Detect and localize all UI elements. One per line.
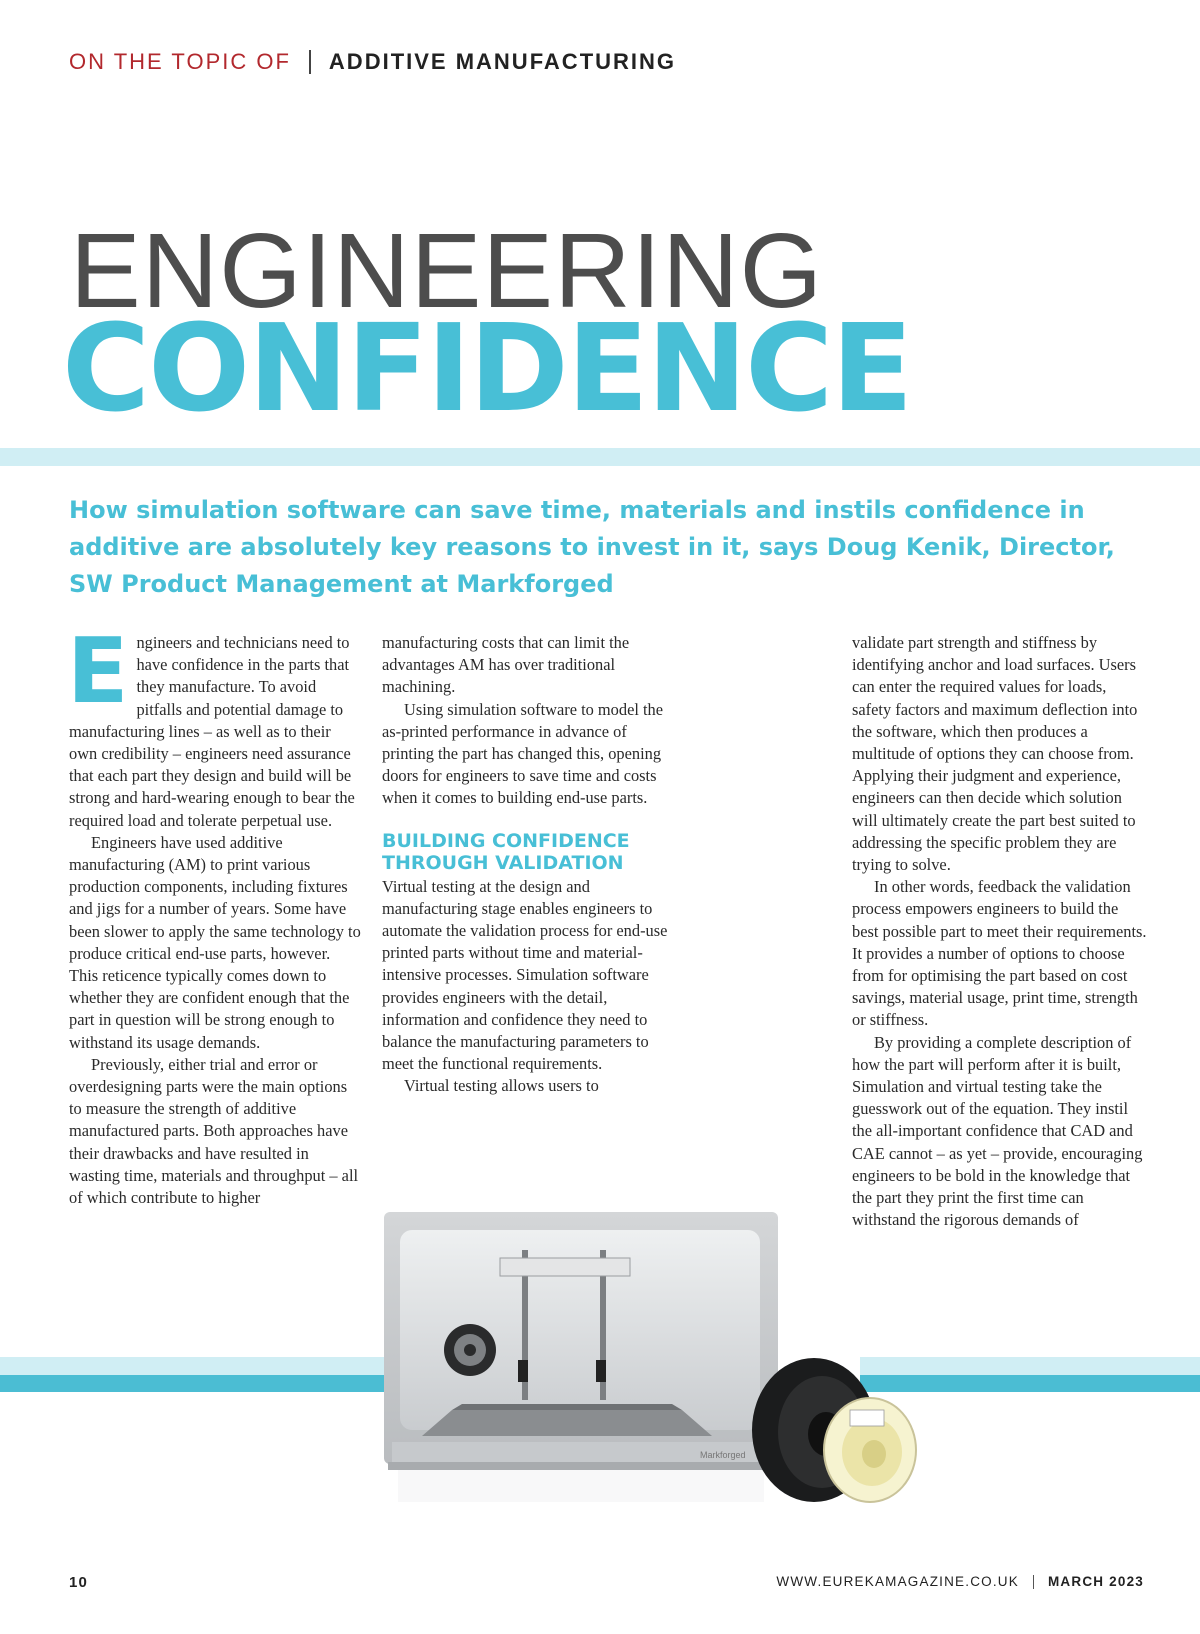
section-header — [69, 49, 676, 75]
paragraph: validate part strength and stiffness by identifying anchor and load surfaces. Users can enter the required values for loads, safety factors and maximum deflection into the software, which then produces a multitude of options they can choose from. Applying their judgment and experience, engineers can then decide which solution will ultimately create the part best suited to addressing the specific problem they are trying to solve. — [852, 633, 1138, 875]
topic-kicker: ON THE TOPIC OF — [69, 49, 291, 74]
standfirst: How simulation software can save time, materials and instils confidence in additive are absolutely key reasons to invest in it, says Doug Kenik, Director, SW Product Management at Markforged — [69, 496, 1115, 598]
printer-photo — [382, 1210, 922, 1510]
decorative-band-top — [0, 448, 1200, 466]
topic-section: ADDITIVE MANUFACTURING — [328, 49, 677, 74]
paragraph: Virtual testing at the design and manufacturing stage enables engineers to automate the validation process for end-use printed parts without time and material-intensive processes. Simulation software provides engineers with the detail, information and confidence they need to balance the manufacturing parameters to meet the functional requirements. — [382, 876, 668, 1074]
build-plate — [422, 1404, 712, 1436]
paragraph: Engineers have used additive manufacturing (AM) to print various production components, including fixtures and jigs for a number of years. Some have been slower to apply the same technology to produce critical end-use parts, however. This reticence typically comes down to whether they are confident enough that the part in question will be strong enough to withstand its usage demands. — [69, 832, 361, 1052]
paragraph: Previously, either trial and error or overdesigning parts were the main options to measure the strength of additive manufactured parts. Both approaches have their drawbacks and have resulted in wasting time, materials and throughput – all of which contribute to higher — [69, 1054, 359, 1208]
subheading: BUILDING CONFIDENCE THROUGH VALIDATION — [382, 829, 630, 874]
paragraph: By providing a complete description of how the part will perform after it is built, Simulation and virtual testing take the guesswork out of the equation. They instil the all-important confidence that CAD and CAE cannot – as yet – provide, encouraging engineers to be bold in the knowledge that the part they print the first time can withstand the rigorous demands of — [852, 1032, 1143, 1230]
paragraph: Virtual testing allows users to — [404, 1076, 599, 1096]
footer-right — [776, 1574, 1144, 1589]
printer-brand-label: Markforged — [700, 1450, 746, 1460]
page-number: 10 — [69, 1574, 89, 1591]
paragraph: ngineers and technicians need to have confidence in the parts that they manufacture. To avoid pitfalls and potential damage to manufacturing lines – as well as to their own credibility – engineers need assurance that each part they design and build will be strong and hard-wearing enough to bear the required load and tolerate perpetual use. — [69, 633, 355, 830]
article-column-2 — [382, 632, 674, 1098]
footer-url: WWW.EUREKAMAGAZINE.CO.UK — [776, 1574, 1019, 1589]
headline-line2: CONFIDENCE — [62, 300, 912, 439]
filament-spool-clear — [824, 1398, 916, 1502]
footer-divider — [1033, 1575, 1034, 1589]
article-column-1 — [67, 619, 361, 1209]
paragraph: In other words, feedback the validation process empowers engineers to build the best possible part to meet their requirements. It provides a number of options to choose from for optimising the part based on cost savings, material usage, print time, strength or stiffness. — [852, 877, 1147, 1030]
header-divider — [309, 50, 311, 74]
article-column-3 — [852, 632, 1147, 1231]
spool-holder — [444, 1324, 496, 1376]
decorative-band-left-dark — [0, 1375, 390, 1392]
headline-line1: ENGINEERING — [70, 212, 824, 330]
paragraph: Using simulation software to model the as-printed performance in advance of printing the part has changed this, opening doors for engineers to save time and costs when it comes to building end-use parts. — [382, 699, 664, 808]
footer-issue-date: MARCH 2023 — [1047, 1574, 1144, 1589]
drop-cap: E — [67, 619, 129, 724]
paragraph: manufacturing costs that can limit the advantages AM has over traditional machining. — [382, 633, 630, 697]
decorative-band-left-light — [0, 1357, 390, 1375]
